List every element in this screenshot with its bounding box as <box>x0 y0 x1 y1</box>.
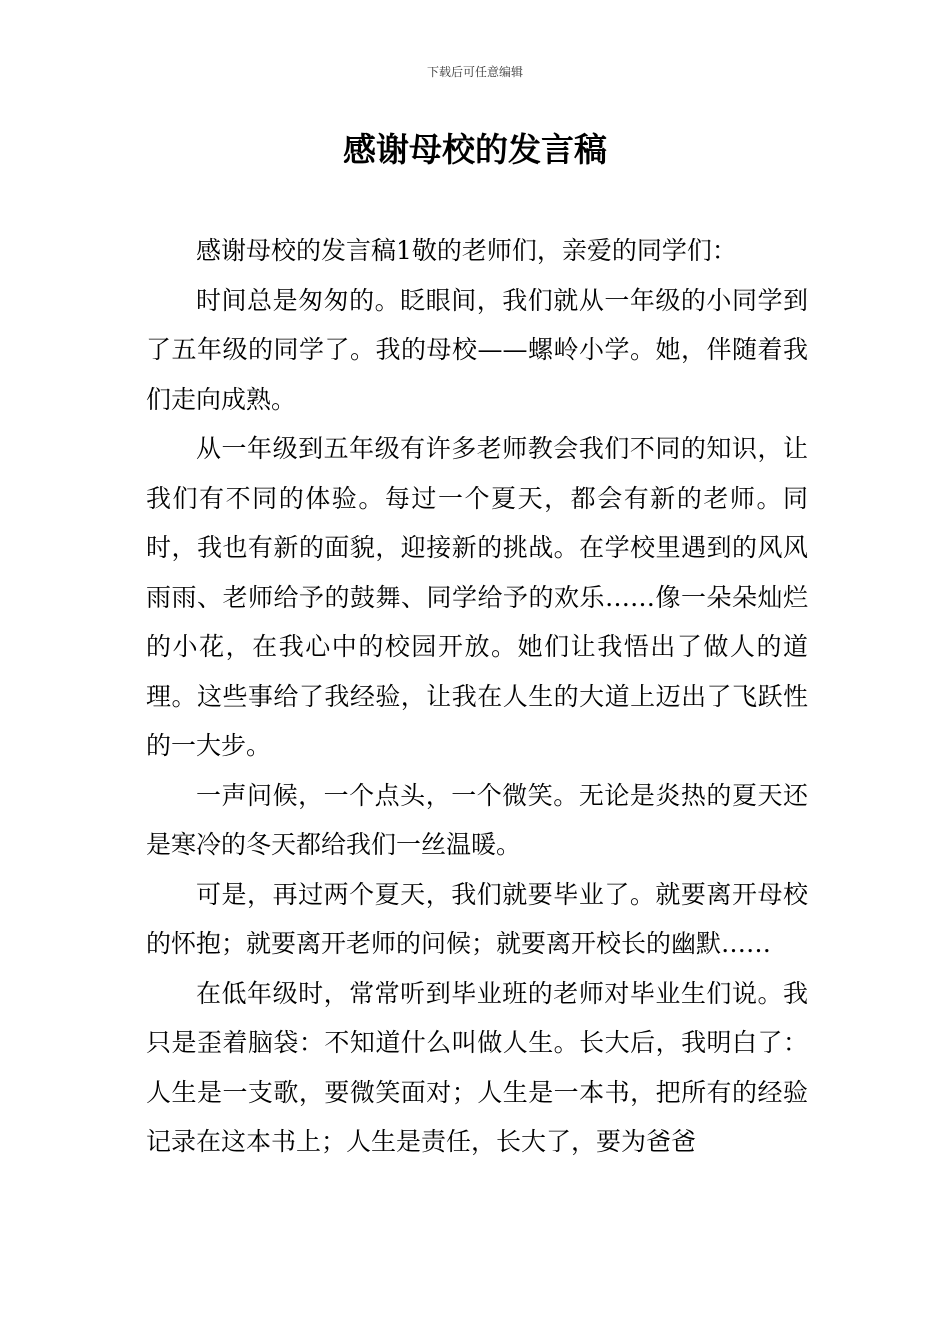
paragraph-time-passes: 时间总是匆匆的。眨眼间，我们就从一年级的小同学到了五年级的同学了。我的母校——螺岭小学。她，伴随着我们走向成熟。 <box>146 285 808 414</box>
paragraph-life: 在低年级时，常常听到毕业班的老师对毕业生们说。我只是歪着脑袋：不知道什么叫做人生。长大后，我明白了：人生是一支歌，要微笑面对；人生是一本书，把所有的经验记录在这本书上；人生是责任，长大了，要为爸爸 <box>146 978 808 1156</box>
paragraph-graduation: 可是，再过两个夏天，我们就要毕业了。就要离开母校的怀抱；就要离开老师的问候；就要离开校长的幽默…… <box>146 879 808 958</box>
header-note: 下载后可任意编辑 <box>426 65 523 79</box>
document-title: 感谢母校的发言稿 <box>343 130 607 169</box>
paragraph-teachers: 从一年级到五年级有许多老师教会我们不同的知识，让我们有不同的体验。每过一个夏天，都会有新的老师。同时，我也有新的面貌，迎接新的挑战。在学校里遇到的风风雨雨、老师给予的鼓舞、同学给予的欢乐……像一朵朵灿烂的小花，在我心中的校园开放。她们让我悟出了做人的道理。这些事给了我经验，让我在人生的大道上迈出了飞跃性的一大步。 <box>146 434 808 760</box>
paragraph-greeting: 一声问候，一个点头，一个微笑。无论是炎热的夏天还是寒冷的冬天都给我们一丝温暖。 <box>146 780 808 859</box>
document-body <box>146 226 808 1167</box>
paragraph-salutation: 感谢母校的发言稿1敬的老师们，亲爱的同学们： <box>196 236 737 265</box>
